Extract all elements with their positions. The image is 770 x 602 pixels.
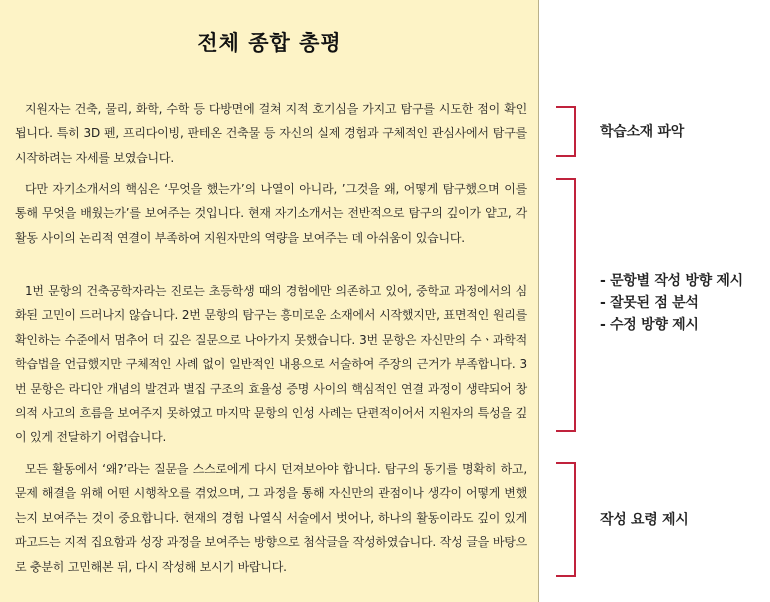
annotation-study-material: 학습소재 파악	[600, 124, 684, 140]
paragraph-study-material: 지원자는 건축, 물리, 화학, 수학 등 다방면에 걸쳐 지적 호기심을 가지고 탐구를 시도한 점이 확인됩니다. 특히 3D 펜, 프리다이빙, 판테온 건축물 등 자신의 실제 경험과 구체적인 관심사에서 탐구를 시작하려는 자세를 보였습니다.	[15, 102, 527, 165]
annotation-question-direction	[600, 270, 743, 336]
paragraph-question-analysis: 1번 문항의 건축공학자라는 진로는 초등학생 때의 경험에만 의존하고 있어, 중학교 과정에서의 심화된 고민이 드러나지 않습니다. 2번 문항의 탐구는 흥미로운 소재에서 시작했지만, 표면적인 원리를 확인하는 수준에서 멈추어 더 깊은 질문으로 나아가지 못했습니다. 3번 문항은 자신만의 수ㆍ과학적 학습법을 언급했지만 구체적인 사례 없이 일반적인 내용으로 서술하여 주장의 근거가 부족합니다. 3번 문항은 라디안 개념의 발견과 별집 구조의 효율성 증명 사이의 핵심적인 연결 과정이 생략되어 창의적 사고의 흐름을 보여주지 못하였고 마지막 문항의 인성 사례는 단편적이어서 지원자의 특성을 깊이 있게 전달하기 어렵습니다.	[15, 284, 527, 445]
annotation-line-error-analysis: - 잘못된 점 분석	[600, 295, 699, 311]
bracket-writing-guide	[556, 462, 576, 577]
paragraph-overall-weakness: 다만 자기소개서의 핵심은 ‘무엇을 했는가’의 나열이 아니라, ’그것을 왜, 어떻게 탐구했으며 이를 통해 무엇을 배웠는가’를 보여주는 것입니다. 현재 자기소개서는 전반적으로 탐구의 깊이가 얕고, 각 활동 사이의 논리적 연결이 부족하여 지원자만의 역량을 보여주는 데 아쉬움이 있습니다.	[15, 182, 527, 245]
annotation-line-direction: - 문항별 작성 방향 제시	[600, 273, 743, 289]
annotation-writing-guide: 작성 요령 제시	[600, 512, 689, 528]
paragraph-writing-guide: 모든 활동에서 ‘왜?’라는 질문을 스스로에게 다시 던져보아야 합니다. 탐구의 동기를 명확히 하고, 문제 해결을 위해 어떤 시행착오를 겪었으며, 그 과정을 통해 자신만의 관점이나 생각이 어떻게 변했는지 보여주는 것이 중요합니다. 현재의 경험 나열식 서술에서 벗어나, 하나의 활동이라도 깊이 있게 파고드는 지적 집요함과 성장 과정을 보여주는 방향으로 첨삭글을 작성하였습니다. 작성 글을 바탕으로 충분히 고민해본 뒤, 다시 작성해 보시기 바랍니다.	[15, 462, 527, 574]
annotation-line-revision: - 수정 방향 제시	[600, 317, 699, 333]
bracket-study-material	[556, 106, 576, 157]
document-title: 전체 종합 총평	[197, 31, 342, 55]
bracket-question-direction	[556, 178, 576, 432]
